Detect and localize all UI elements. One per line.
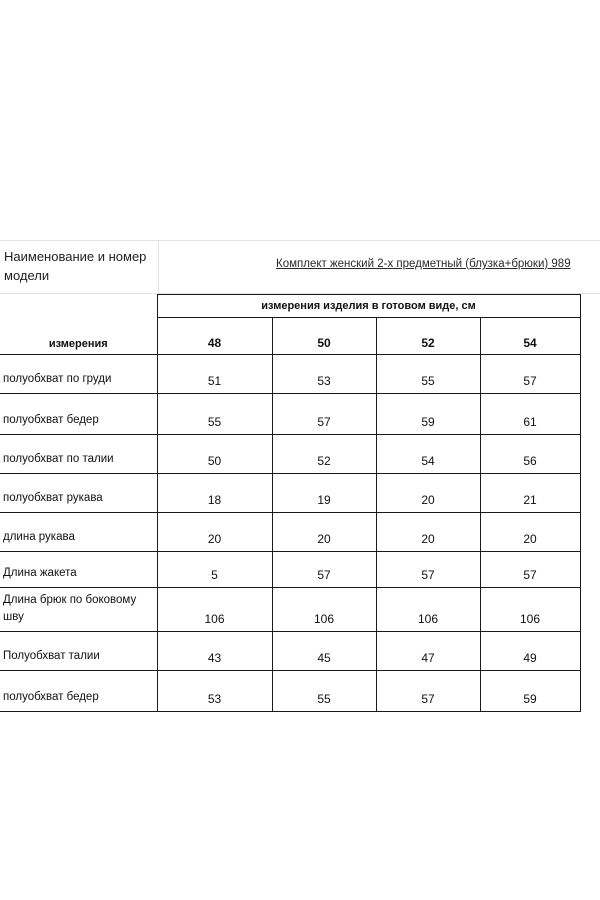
table-row [0,513,580,552]
model-name: Комплект женский 2-х предметный (блузка+брюки) 989 [276,258,571,270]
table-row [0,435,580,474]
row-value: 55 [376,355,480,394]
row-label: полуобхват по талии [0,435,157,474]
table-row [0,632,580,671]
row-value: 56 [480,435,580,474]
row-value: 52 [272,435,376,474]
row-value: 57 [480,552,580,588]
measurements-header-cell [0,295,157,355]
row-value: 106 [376,588,480,632]
table-row [0,355,580,394]
table-row [0,474,580,513]
row-value: 59 [480,671,580,712]
row-value: 20 [480,513,580,552]
row-value: 19 [272,474,376,513]
row-value: 106 [157,588,272,632]
size-header: 50 [272,318,376,355]
row-value: 45 [272,632,376,671]
row-value: 20 [376,513,480,552]
row-label: Полуобхват талии [0,632,157,671]
row-label: Длина жакета [0,552,157,588]
row-value: 47 [376,632,480,671]
row-value: 55 [272,671,376,712]
row-value: 57 [272,394,376,435]
row-value: 54 [376,435,480,474]
row-value: 5 [157,552,272,588]
size-header: 54 [480,318,580,355]
size-header: 48 [157,318,272,355]
row-value: 57 [376,671,480,712]
row-value: 61 [480,394,580,435]
row-value: 57 [480,355,580,394]
row-value: 53 [272,355,376,394]
table-row [0,394,580,435]
row-value: 57 [272,552,376,588]
row-label: длина рукава [0,513,157,552]
row-value: 53 [157,671,272,712]
row-value: 106 [272,588,376,632]
model-label: Наименование и номер модели [4,249,147,283]
row-value: 59 [376,394,480,435]
size-table [0,294,581,712]
table-caption: измерения изделия в готовом виде, см [157,295,580,318]
row-value: 50 [157,435,272,474]
row-value: 21 [480,474,580,513]
row-value: 20 [376,474,480,513]
table-row [0,671,580,712]
measurements-title: измерения [48,338,108,350]
row-label: полуобхват бедер [0,394,157,435]
row-label: полуобхват рукава [0,474,157,513]
size-header: 52 [376,318,480,355]
row-label: полуобхват по груди [0,355,157,394]
table-row [0,588,580,632]
row-value: 51 [157,355,272,394]
row-value: 43 [157,632,272,671]
grid-line [158,241,159,293]
row-label: полуобхват бедер [0,671,157,712]
size-chart-sheet [0,240,600,706]
row-value: 106 [480,588,580,632]
row-value: 20 [272,513,376,552]
row-value: 57 [376,552,480,588]
row-value: 49 [480,632,580,671]
row-label: Длина брюк по боковому шву [0,588,157,632]
row-value: 20 [157,513,272,552]
row-value: 55 [157,394,272,435]
model-header-row [0,241,600,288]
row-value: 18 [157,474,272,513]
table-row [0,552,580,588]
